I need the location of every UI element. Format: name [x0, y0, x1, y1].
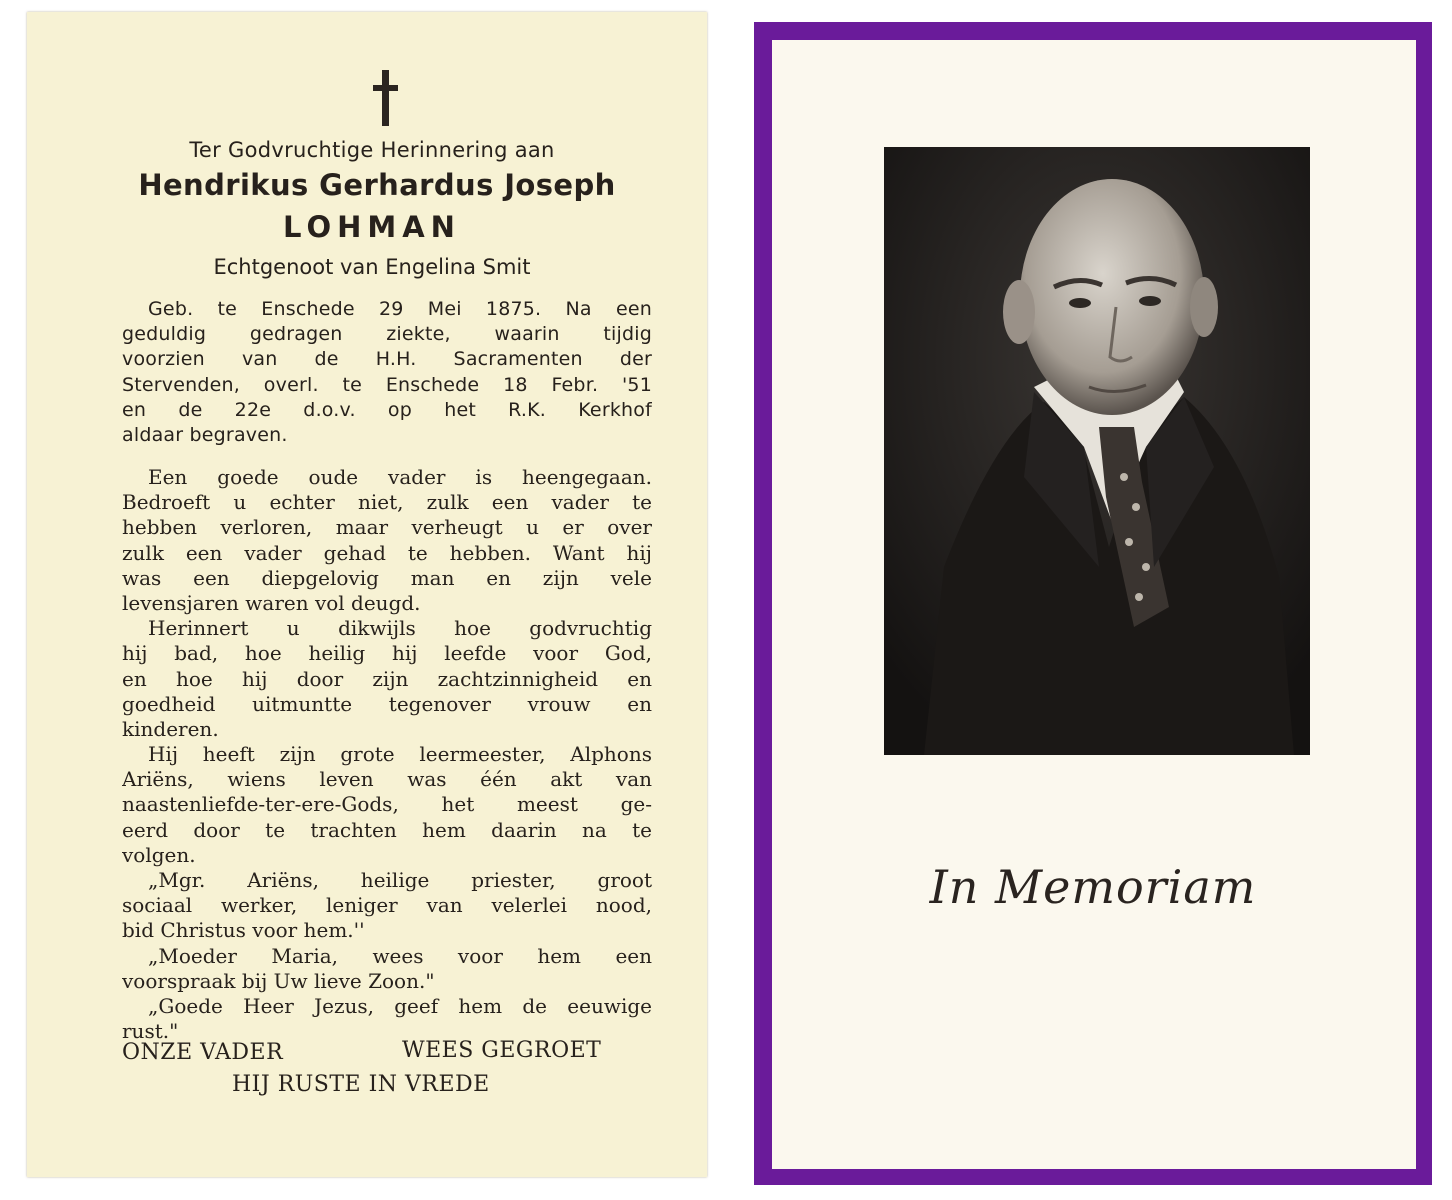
- tribute-line: zulk een vader gehad te hebben. Want hij: [122, 540, 652, 565]
- tribute-block: [122, 465, 652, 1044]
- deceased-surname: LOHMAN: [283, 210, 461, 244]
- prayer-line: voorspraak bij Uw lieve Zoon.": [122, 968, 435, 993]
- prayer-line: „Moeder Maria, wees voor hem een: [148, 943, 652, 968]
- tribute-line: Ariëns, wiens leven was één akt van: [122, 767, 652, 792]
- prayer-line: rust.": [122, 1019, 179, 1044]
- bio-line: Stervenden, overl. te Enschede 18 Febr. '51: [122, 373, 652, 396]
- portrait-photo: [884, 147, 1310, 755]
- bio-line: en de 22e d.o.v. op het R.K. Kerkhof: [122, 398, 652, 421]
- tribute-line: hij bad, hoe heilig hij leefde voor God,: [122, 641, 652, 666]
- tribute-line: goedheid uitmuntte tegenover vrouw en: [122, 691, 652, 716]
- tribute-line: Herinnert u dikwijls hoe godvruchtig: [148, 616, 652, 641]
- tribute-line: hebben verloren, maar verheugt u er over: [122, 515, 652, 540]
- tribute-line: naastenliefde-ter-ere-Gods, het meest ge-: [122, 792, 652, 817]
- tribute-line: kinderen.: [122, 716, 219, 741]
- bio-line: aldaar begraven.: [122, 423, 288, 446]
- tribute-line: volgen.: [122, 842, 196, 867]
- memorial-card-text-side: [27, 12, 707, 1177]
- closing-hail-mary: WEES GEGROET: [402, 1038, 602, 1063]
- tribute-line: en hoe hij door zijn zachtzinnigheid en: [122, 666, 652, 691]
- closing-rest-in-peace: HIJ RUSTE IN VREDE: [232, 1072, 490, 1097]
- prayer-line: „Goede Heer Jezus, geef hem de eeuwige: [148, 993, 652, 1018]
- tribute-line: was een diepgelovig man en zijn vele: [122, 565, 652, 590]
- portrait-illustration: [884, 147, 1310, 755]
- tribute-line: Hij heeft zijn grote leermeester, Alphons: [148, 742, 652, 767]
- prayer-line: sociaal werker, leniger van velerlei nood,: [122, 893, 652, 918]
- tribute-line: Een goede oude vader is heengegaan.: [148, 465, 652, 489]
- header-line: Ter Godvruchtige Herinnering aan: [189, 138, 555, 162]
- bio-line: geduldig gedragen ziekte, waarin tijdig: [122, 323, 652, 346]
- closing-our-father: ONZE VADER: [122, 1040, 284, 1065]
- deceased-name: Hendrikus Gerhardus Joseph: [138, 168, 616, 202]
- tribute-line: levensjaren waren vol deugd.: [122, 590, 421, 615]
- bio-line: Geb. te Enschede 29 Mei 1875. Na een: [148, 298, 652, 320]
- tribute-line: Bedroeft u echter niet, zulk een vader te: [122, 490, 652, 515]
- biography-block: [122, 297, 652, 448]
- in-memoriam-title: In Memoriam: [929, 860, 1257, 914]
- tribute-line: eerd door te trachten hem daarin na te: [122, 817, 652, 842]
- cross-icon: [373, 70, 397, 126]
- prayer-line: bid Christus voor hem.'': [122, 918, 365, 943]
- spouse-line: Echtgenoot van Engelina Smit: [213, 255, 531, 279]
- bio-line: voorzien van de H.H. Sacramenten der: [122, 348, 652, 371]
- prayer-line: „Mgr. Ariëns, heilige priester, groot: [148, 868, 652, 892]
